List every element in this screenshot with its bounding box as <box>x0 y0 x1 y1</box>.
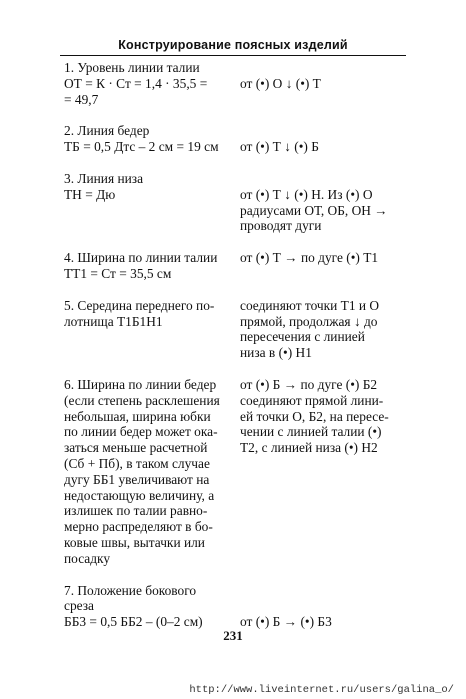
text-line: недостающую величину, а <box>64 487 215 503</box>
page-number: 231 <box>223 628 243 643</box>
text-line: радиусами ОТ, ОБ, ОН → <box>240 202 388 218</box>
table-row <box>64 583 410 630</box>
text-line: ББ3 = 0,5 ББ2 – (0–2 см) <box>64 614 203 630</box>
text-line: от (•) Т ↓ (•) Н. Из (•) О <box>240 186 373 202</box>
text-line: небольшая, ширина юбки <box>64 408 211 424</box>
text-line: от (•) Т ↓ (•) Б <box>240 139 319 155</box>
text-line: от (•) Б → (•) Б3 <box>240 614 332 630</box>
text-line: ОТ = К · Ст = 1,4 · 35,5 = <box>64 75 208 91</box>
text-line: соединяют точки Т1 и О <box>240 297 380 313</box>
row-1-right <box>234 60 410 107</box>
text-line: от (•) Б → по дуге (•) Б2 <box>240 376 378 392</box>
text-line: от (•) Т → по дуге (•) Т1 <box>240 250 379 266</box>
row-7-left <box>64 583 234 630</box>
table-row <box>64 298 410 361</box>
text-line: проводят дуги <box>240 218 322 234</box>
content-table <box>64 60 410 630</box>
table-row <box>64 250 410 282</box>
text-line: ТТ1 = Ст = 35,5 см <box>64 265 172 281</box>
text-line: ТН = Дю <box>64 186 116 202</box>
row-7-right <box>234 583 410 630</box>
row-2-left <box>64 123 234 155</box>
table-row <box>64 123 410 155</box>
text-line: от (•) О ↓ (•) Т <box>240 75 321 91</box>
row-5-right <box>234 298 410 361</box>
text-line: Т2, с линией низа (•) Н2 <box>240 440 378 456</box>
table-row <box>64 60 410 107</box>
text-line: 5. Середина переднего по- <box>64 297 215 313</box>
row-5-left <box>64 298 234 361</box>
text-line: чении с линией талии (•) <box>240 424 382 440</box>
row-3-left <box>64 171 234 234</box>
text-line: (если степень расклешения <box>64 392 220 408</box>
text-line: ковые швы, вытачки или <box>64 534 205 550</box>
row-6-left <box>64 377 234 567</box>
text-line: (Сб + Пб), в таком случае <box>64 455 210 471</box>
text-line: 7. Положение бокового <box>64 582 197 598</box>
text-line: мерно распределяют в бо- <box>64 519 213 535</box>
source-url-watermark: http://www.liveinternet.ru/users/galina_o/ <box>189 684 454 696</box>
row-1-left <box>64 60 234 107</box>
text-line: среза <box>64 598 94 614</box>
text-line: 6. Ширина по линии бедер <box>64 376 217 392</box>
text-line: соединяют прямой лини- <box>240 392 384 408</box>
text-line: 4. Ширина по линии талии <box>64 250 218 266</box>
text-line: = 49,7 <box>64 91 99 107</box>
text-line: дугу ББ1 увеличивают на <box>64 471 210 487</box>
text-line: 1. Уровень линии талии <box>64 60 200 75</box>
text-line: посадку <box>64 550 111 566</box>
text-line: прямой, продолжая ↓ до <box>240 313 378 329</box>
header-rule <box>60 55 406 56</box>
text-line: 2. Линия бедер <box>64 123 150 139</box>
text-line: заться меньше расчетной <box>64 440 208 456</box>
table-row <box>64 171 410 234</box>
text-line: низа в (•) Н1 <box>240 345 312 361</box>
row-4-right <box>234 250 410 282</box>
text-line: по линии бедер может ока- <box>64 424 218 440</box>
text-line: излишек по талии равно- <box>64 503 208 519</box>
text-line: пересечения с линией <box>240 329 365 345</box>
table-row <box>64 377 410 567</box>
text-line: 3. Линия низа <box>64 170 144 186</box>
running-header: Конструирование поясных изделий <box>118 38 348 52</box>
text-line: ей точки О, Б2, на пересе- <box>240 408 389 424</box>
text-line: ТБ = 0,5 Дтс – 2 см = 19 см <box>64 139 219 155</box>
text-line: лотнища Т1Б1Н1 <box>64 313 163 329</box>
row-6-right <box>234 377 410 567</box>
row-4-left <box>64 250 234 282</box>
row-3-right <box>234 171 410 234</box>
row-2-right <box>234 123 410 155</box>
